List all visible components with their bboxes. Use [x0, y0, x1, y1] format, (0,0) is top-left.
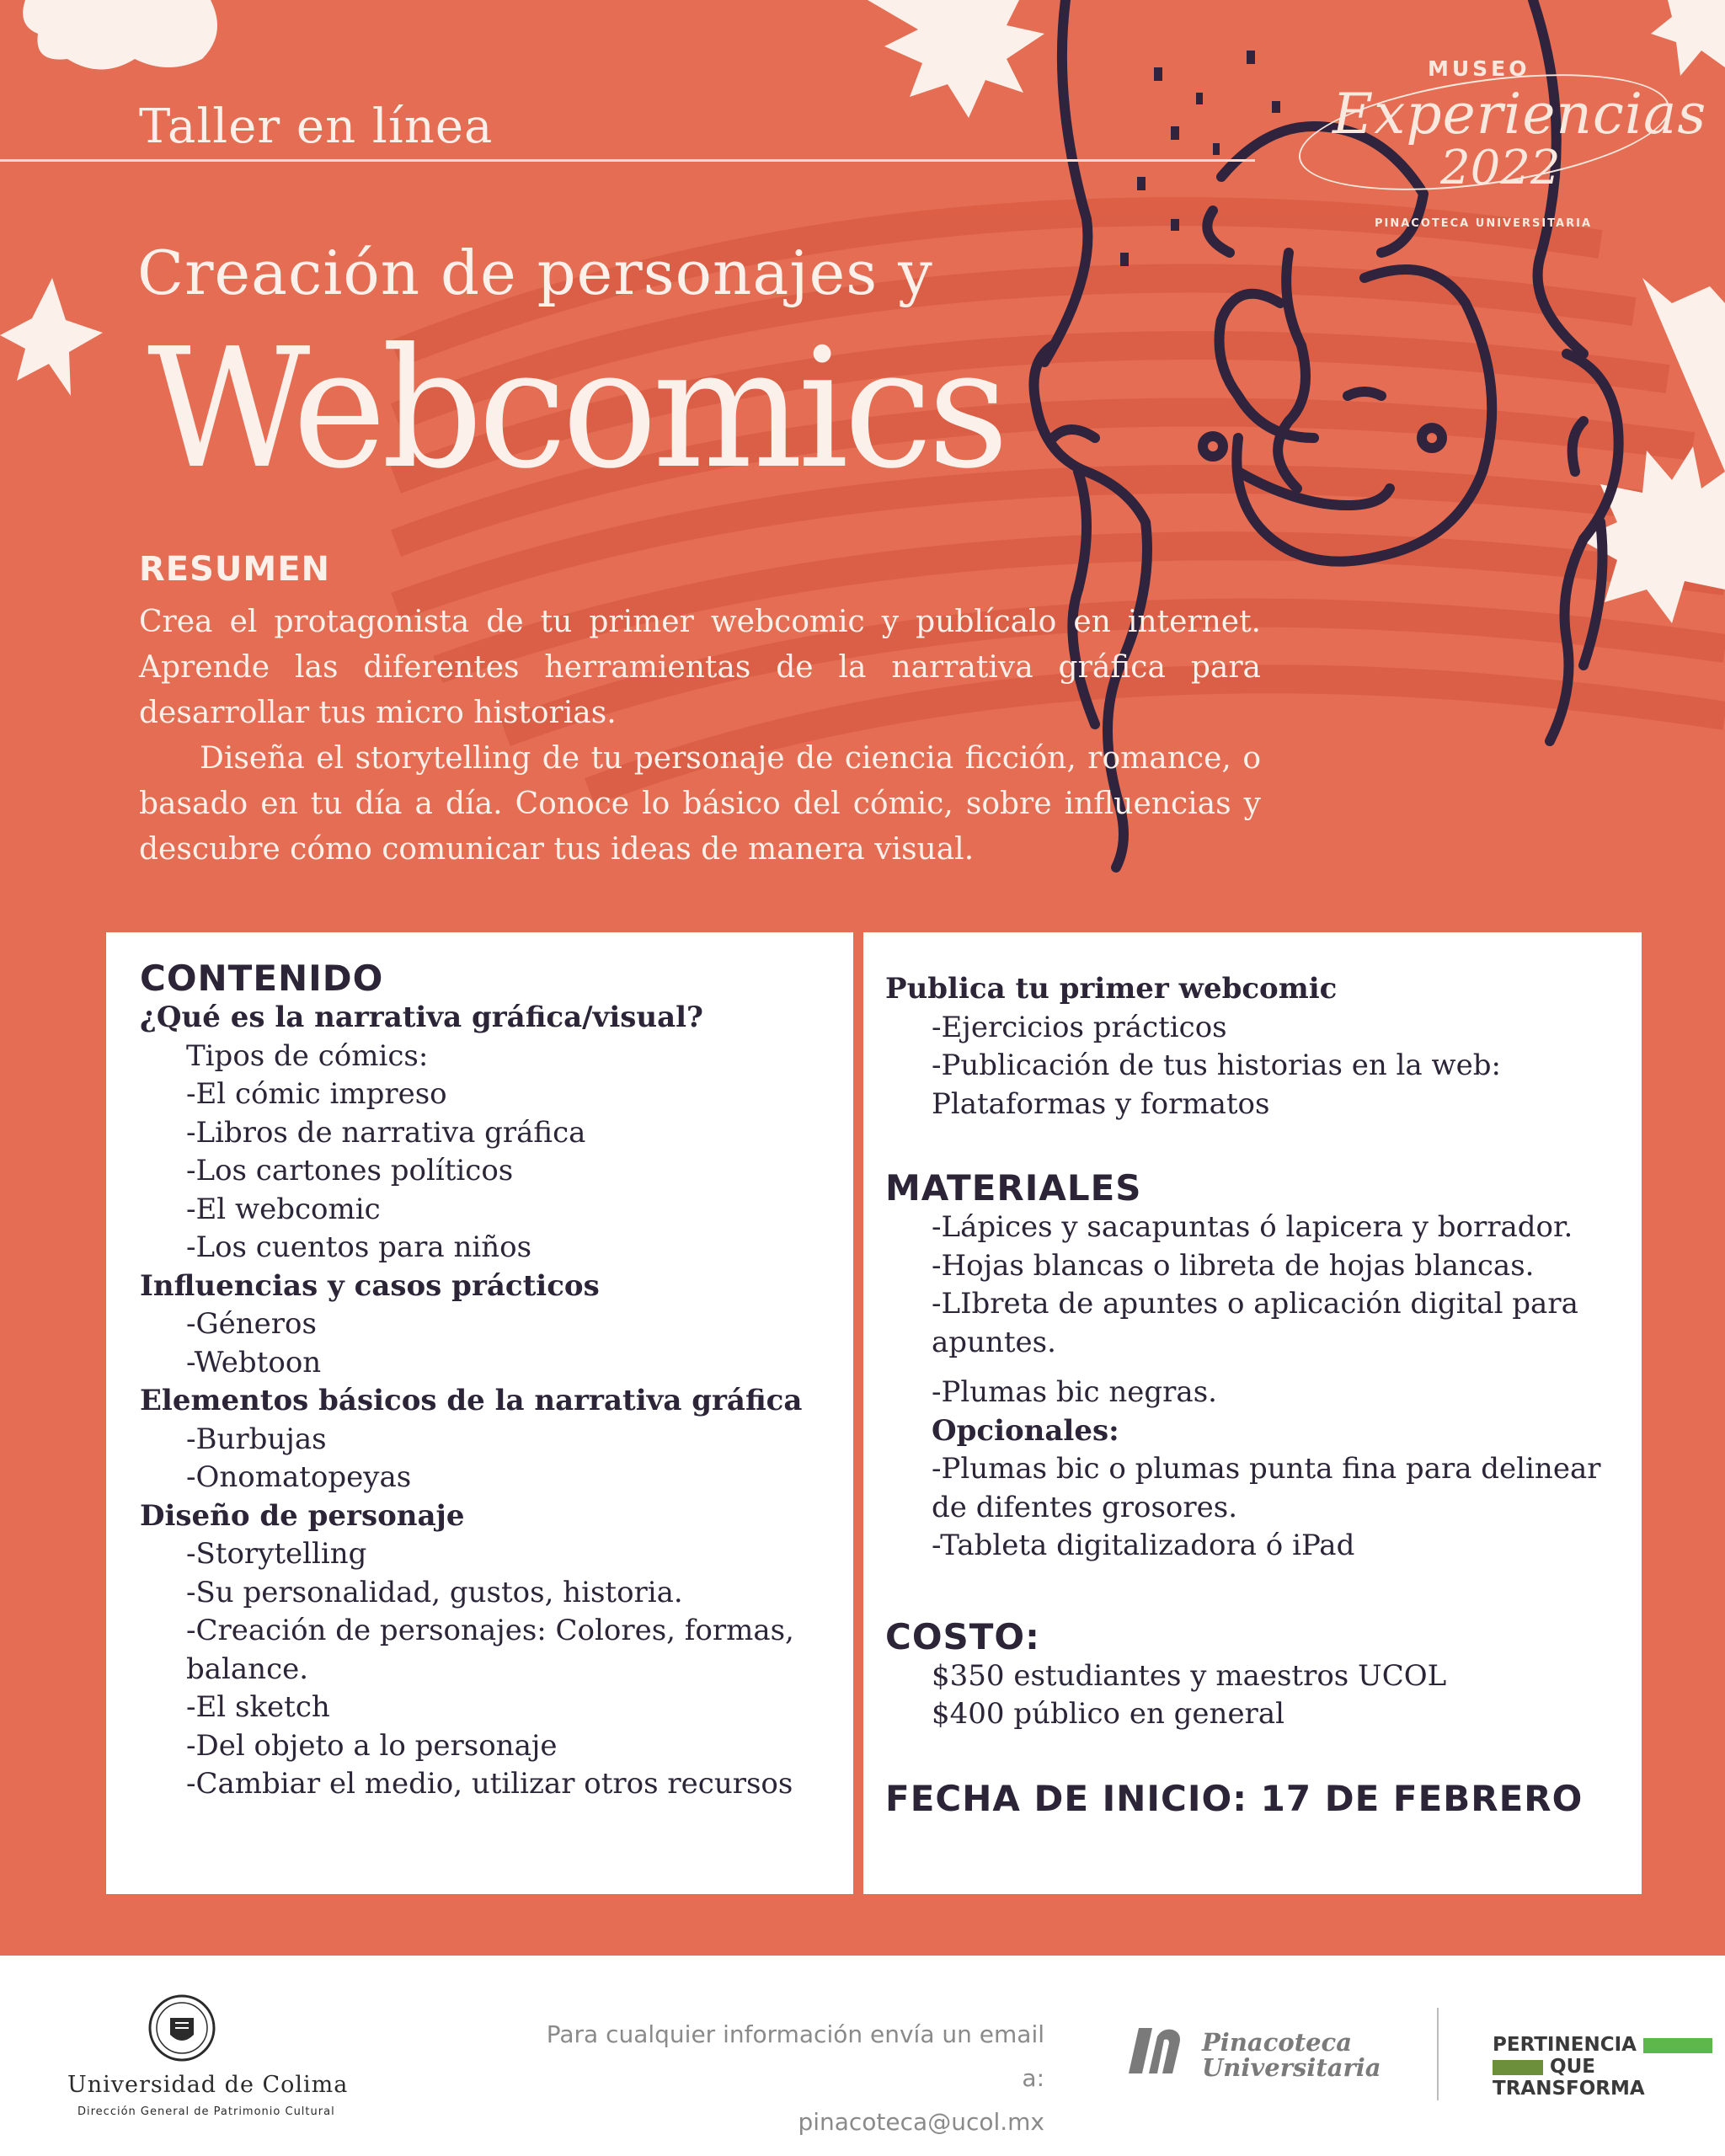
- details-box: [863, 932, 1642, 1894]
- list-item: -Los cuentos para niños: [186, 1230, 532, 1264]
- university-department: Dirección General de Patrimonio Cultural: [77, 2105, 335, 2118]
- list-subheading: Influencias y casos prácticos: [140, 1268, 600, 1303]
- list-subheading: Diseño de personaje: [140, 1498, 465, 1533]
- contenido-heading: CONTENIDO: [140, 958, 384, 999]
- start-date-label: FECHA DE INICIO:: [885, 1777, 1248, 1819]
- museo-experiencias-logo: [1280, 46, 1707, 240]
- pinacoteca-line-1: Pinacoteca: [1202, 2028, 1352, 2057]
- list-item: -Su personalidad, gustos, historia.: [186, 1575, 683, 1609]
- list-item: -Tableta digitalizadora ó iPad: [932, 1529, 1355, 1562]
- logo-pinacoteca: PINACOTECA UNIVERSITARIA: [1375, 217, 1593, 230]
- price-item: $400 público en general: [932, 1697, 1284, 1731]
- opcionales-label: Opcionales:: [932, 1413, 1119, 1448]
- costo-heading: COSTO:: [885, 1615, 1040, 1657]
- splatter-dots: [1120, 51, 1280, 266]
- list-item: -Lápices y sacapuntas ó lapicera y borrador.: [932, 1210, 1573, 1244]
- list-item: -Plumas bic o plumas punta fina para delinear de difentes grosores.: [932, 1452, 1601, 1524]
- green-bar: [1643, 2038, 1712, 2053]
- star-icon: [0, 278, 103, 396]
- pertinencia-line-1: PERTINENCIA: [1493, 2034, 1637, 2056]
- list-subheading: Elementos básicos de la narrativa gráfica: [140, 1384, 803, 1417]
- list-item: -Creación de personajes: Colores, formas, balance.: [186, 1614, 794, 1686]
- divider: [1437, 2008, 1439, 2100]
- list-item: -Publicación de tus historias en la web: Plataformas y formatos: [932, 1049, 1501, 1121]
- start-date: [885, 1778, 1626, 1819]
- list-item: -Los cartones políticos: [186, 1154, 514, 1187]
- pinacoteca-icon: [1124, 2023, 1184, 2079]
- list-item: -Del objeto a lo personaje: [186, 1728, 558, 1763]
- title-line-2: Webcomics: [147, 313, 1005, 505]
- contact-info: [522, 2013, 1044, 2144]
- materiales-heading: MATERIALES: [885, 1167, 1142, 1209]
- list-item: -Hojas blancas o libreta de hojas blancas.: [932, 1248, 1535, 1283]
- list-item: -LIbreta de apuntes o aplicación digital para apuntes.: [932, 1287, 1578, 1359]
- list-item: -Libros de narrativa gráfica: [186, 1115, 586, 1150]
- burst-icon: [868, 0, 1044, 118]
- university-name: Universidad de Colima: [67, 2072, 349, 2098]
- list-item: Tipos de cómics:: [186, 1038, 429, 1073]
- list-item: -Burbujas: [186, 1422, 327, 1456]
- pertinencia-line-2: QUE TRANSFORMA: [1493, 2056, 1645, 2100]
- pinacoteca-logo-text: [1202, 2030, 1381, 2080]
- footer: [0, 1956, 1725, 2156]
- contenido-list: [140, 999, 839, 1804]
- list-item: -Ejercicios prácticos: [932, 1010, 1227, 1044]
- divider: [0, 159, 1255, 162]
- list-item: -Storytelling: [186, 1537, 367, 1571]
- logo-experiencias: Experiencias: [1332, 82, 1707, 147]
- resumen-heading: RESUMEN: [139, 550, 331, 589]
- list-item: -El sketch: [186, 1690, 330, 1724]
- list-item: -El cómic impreso: [186, 1077, 447, 1111]
- list-subheading: ¿Qué es la narrativa gráfica/visual?: [140, 1001, 703, 1034]
- contenido-box: [106, 932, 853, 1894]
- resumen-body: [139, 600, 1261, 873]
- publica-heading: Publica tu primer webcomic: [885, 972, 1338, 1006]
- list-item: -Plumas bic negras.: [932, 1375, 1217, 1409]
- resumen-paragraph-2: Diseña el storytelling de tu personaje de ciencia ficción, romance, o basado en tu día a día. Conoce lo básico del cómic, sobre influencias y descubre cómo comunicar tus ideas de manera visual.: [139, 741, 1261, 867]
- contact-text: Para cualquier información envía un email a:: [546, 2020, 1044, 2092]
- cloud-shape: [23, 0, 217, 70]
- pertinencia-logo: [1493, 2034, 1725, 2100]
- list-item: -Onomatopeyas: [186, 1460, 412, 1494]
- start-date-value: 17 DE FEBRERO: [1260, 1777, 1583, 1819]
- contact-email[interactable]: pinacoteca@ucol.mx: [798, 2108, 1044, 2136]
- list-item: -Géneros: [186, 1307, 317, 1341]
- workshop-tag: Taller en línea: [139, 99, 494, 154]
- logo-museo: MUSEO: [1428, 56, 1530, 81]
- title-line-1: Creación de personajes y: [137, 237, 933, 308]
- list-item: -Webtoon: [186, 1345, 322, 1380]
- logo-year: 2022: [1440, 141, 1561, 195]
- price-item: $350 estudiantes y maestros UCOL: [932, 1658, 1447, 1693]
- green-bar: [1493, 2060, 1543, 2075]
- resumen-paragraph-1: Crea el protagonista de tu primer webcomic y publícalo en internet. Aprende las diferentes herramientas de la narrativa gráfica para desarrollar tus micro historias.: [139, 605, 1261, 730]
- list-item: -Cambiar el medio, utilizar otros recursos: [186, 1767, 793, 1801]
- pinacoteca-line-2: Universitaria: [1202, 2053, 1381, 2082]
- list-item: -El webcomic: [186, 1192, 381, 1226]
- udc-seal-icon: [147, 1993, 217, 2063]
